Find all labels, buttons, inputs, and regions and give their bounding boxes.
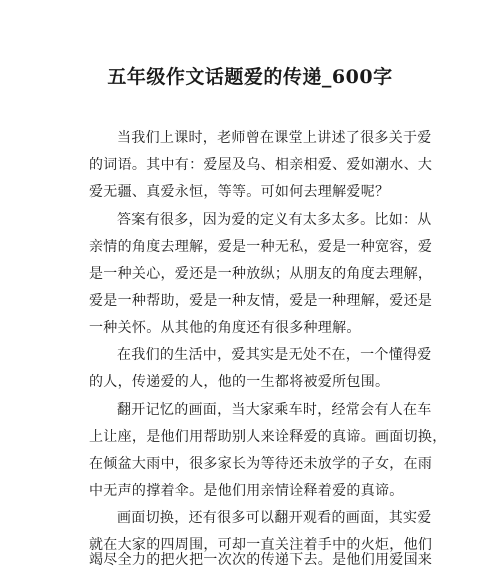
body-line: 翻开记忆的画面，当大家乘车时，经常会有人在车 (117, 402, 432, 418)
body-line: 中无声的撑着伞。是他们用亲情诠释着爱的真谛。 (89, 483, 404, 499)
body-line: 一种关怀。从其他的角度还有很多种理解。 (89, 320, 361, 336)
body-line: 竭尽全力的把火把一次次的传递下去。是他们用爱国来 (89, 552, 433, 566)
body-line: 在我们的生活中，爱其实是无处不在，一个懂得爱 (117, 347, 432, 363)
body-line: 爱是一种帮助，爱是一种友情，爱是一种理解，爱还是 (89, 293, 433, 309)
body-line: 上让座，是他们用帮助别人来诠释爱的真谛。画面切换， (89, 429, 447, 445)
body-line: 亲情的角度去理解，爱是一种无私，爱是一种宽容，爱 (89, 239, 433, 255)
body-line: 的词语。其中有：爱屋及乌、相亲相爱、爱如潮水、大 (89, 157, 433, 173)
body-line: 画面切换，还有很多可以翻开观看的画面，其实爱 (117, 510, 432, 526)
body-line: 当我们上课时，老师曾在课堂上讲述了很多关于爱 (117, 130, 432, 146)
body-line: 爱无疆、真爱永恒，等等。可如何去理解爱呢？ (89, 184, 390, 200)
body-line: 是一种关心，爱还是一种放纵；从朋友的角度去理解， (89, 266, 433, 282)
document-title: 五年级作文话题爱的传递_600字 (107, 66, 393, 88)
body-line: 答案有很多，因为爱的定义有太多太多。比如：从 (117, 212, 432, 228)
body-line: 在倾盆大雨中，很多家长为等待还未放学的子女，在雨 (89, 456, 433, 472)
body-line: 的人，传递爱的人，他的一生都将被爱所包围。 (89, 374, 390, 390)
body-line: 就在大家的四周围，可却一直关注着手中的火炬，他们 (89, 537, 433, 553)
